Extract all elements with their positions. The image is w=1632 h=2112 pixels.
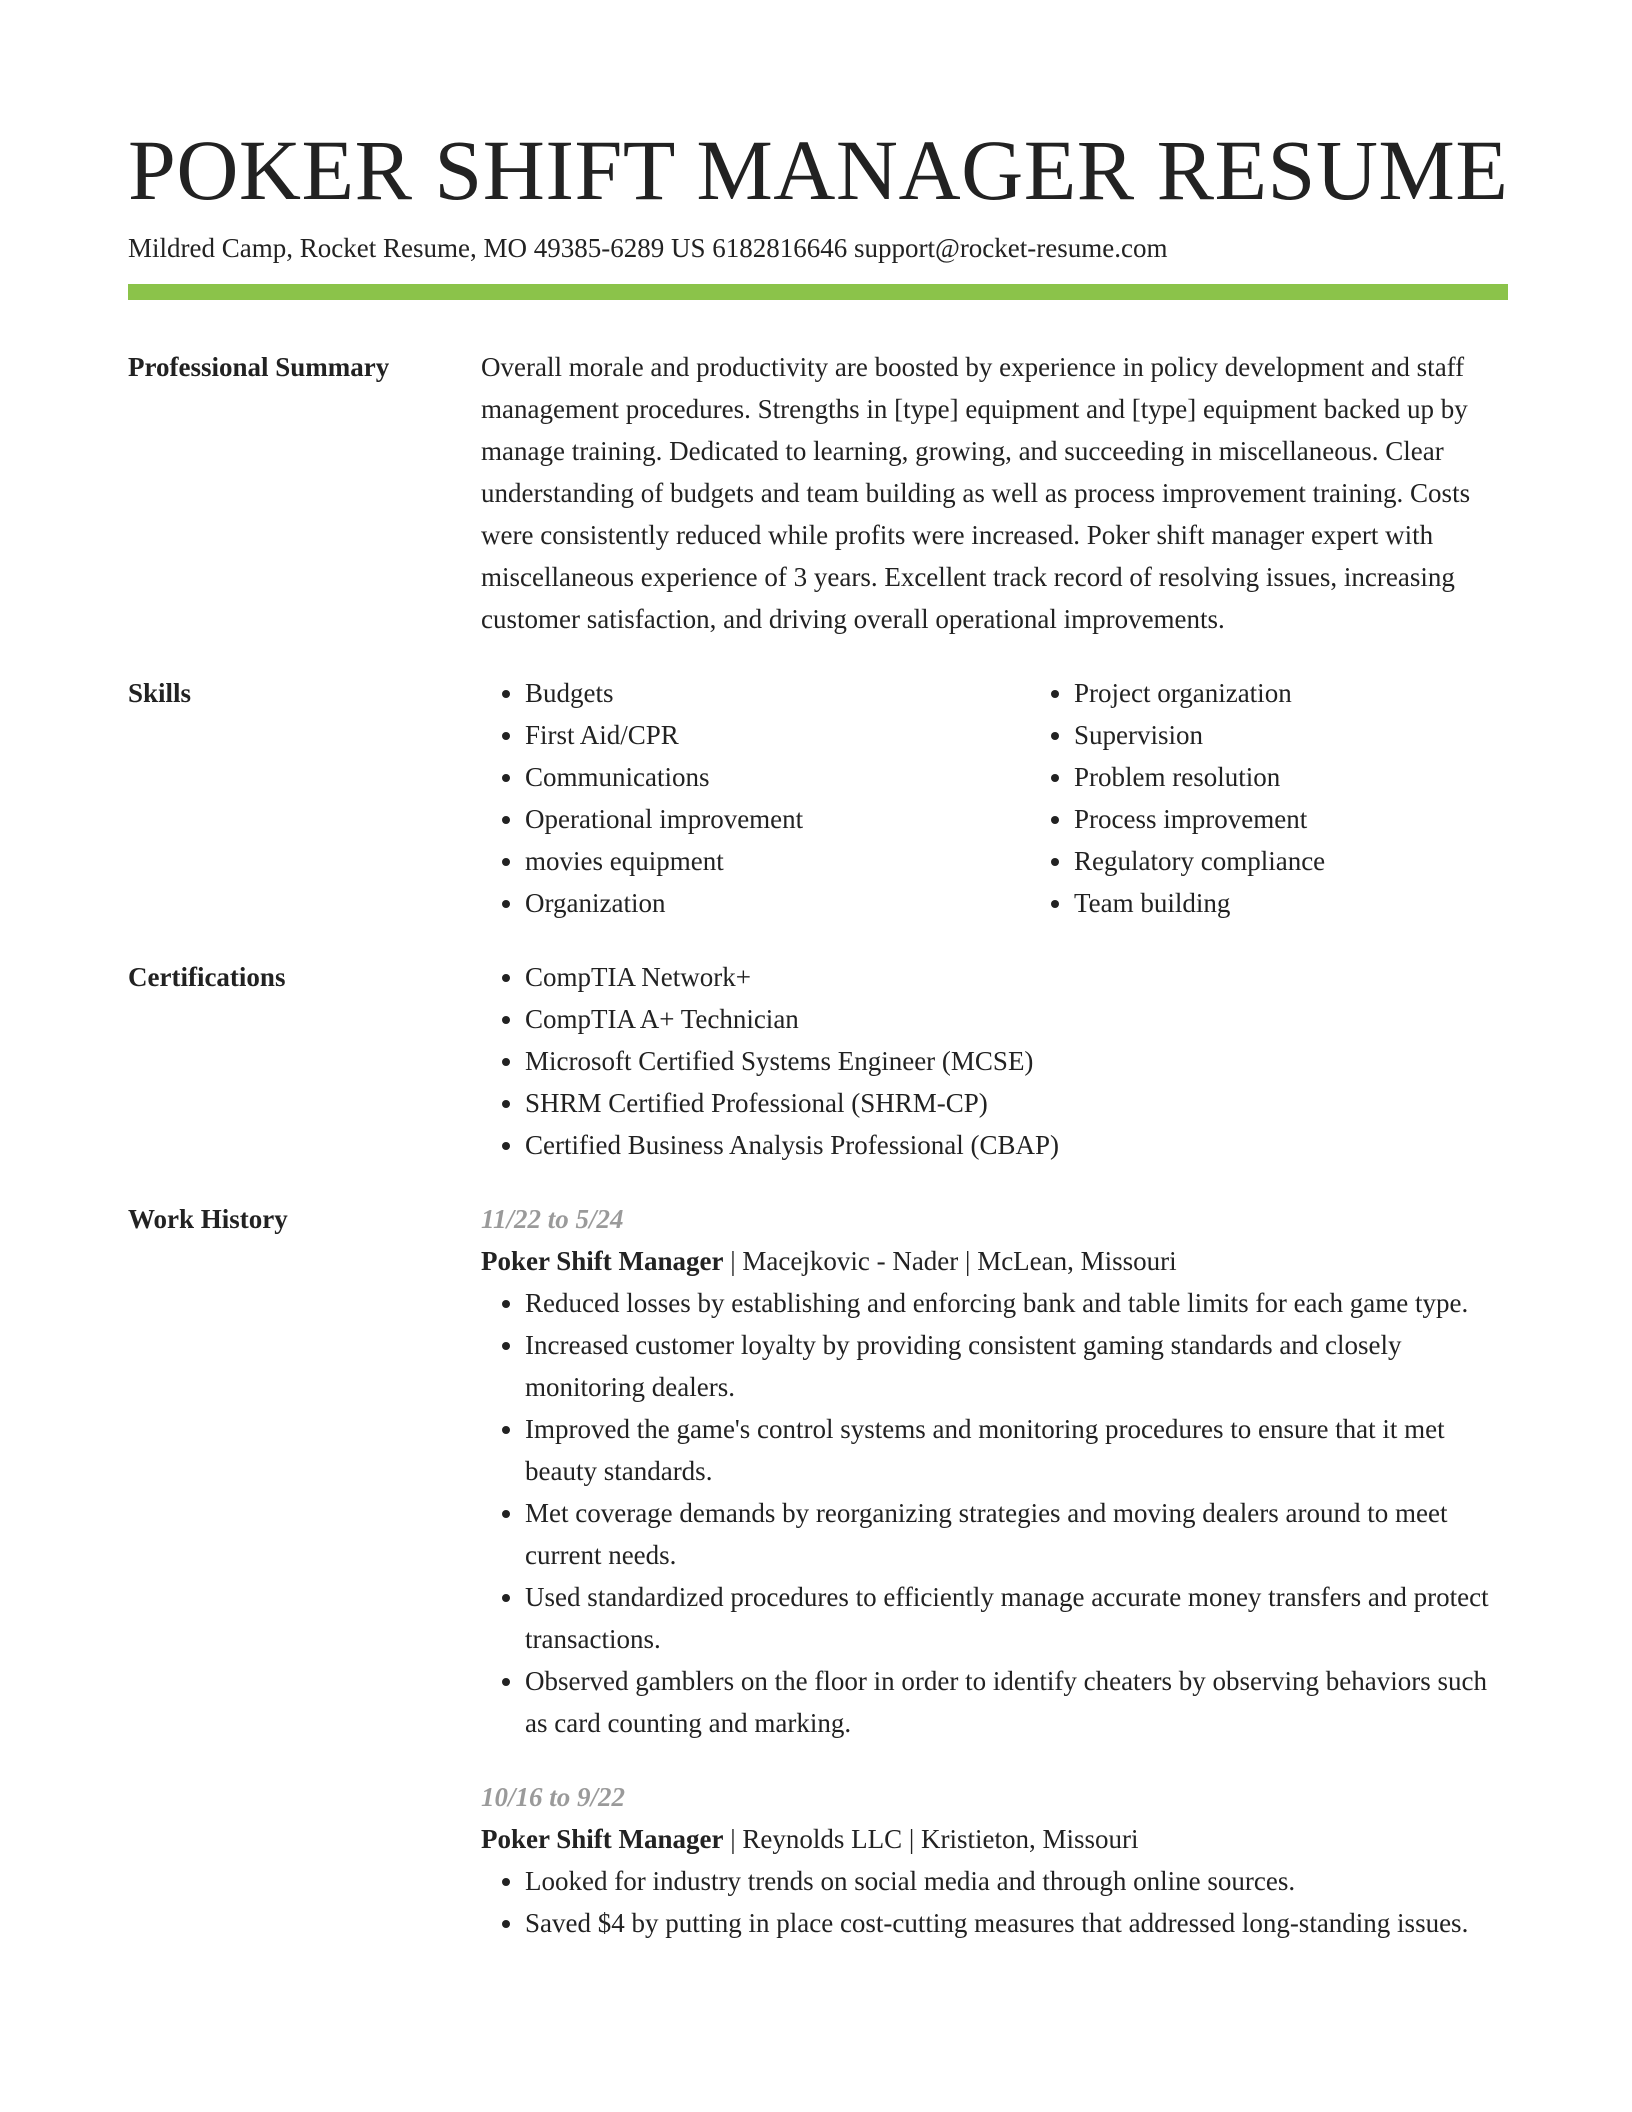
job-entry xyxy=(481,1776,1508,1944)
contact-line: Mildred Camp, Rocket Resume, MO 49385-6289 US 6182816646 support@rocket-resume.com xyxy=(128,233,1168,263)
work-history-section xyxy=(128,1198,1508,1976)
skill-item: • Team building xyxy=(1074,882,1579,924)
skill-item: • Regulatory compliance xyxy=(1074,840,1579,882)
job-title: Poker Shift Manager xyxy=(481,1246,724,1276)
job-bullet: • Observed gamblers on the floor in order to identify cheaters by observing behaviors such as card counting and marking. xyxy=(525,1660,1508,1744)
job-title: Poker Shift Manager xyxy=(481,1824,724,1854)
skill-item: • Operational improvement xyxy=(525,798,1030,840)
certifications-body xyxy=(481,956,1508,1166)
job-bullet: • Reduced losses by establishing and enforcing bank and table limits for each game type. xyxy=(525,1282,1508,1324)
section-label-skills: Skills xyxy=(128,678,192,708)
skill-item: • First Aid/CPR xyxy=(525,714,1030,756)
skill-item: • Supervision xyxy=(1074,714,1579,756)
job-bullet: • Looked for industry trends on social media and through online sources. xyxy=(525,1860,1508,1902)
job-bullet: • Increased customer loyalty by providing consistent gaming standards and closely monitoring dealers. xyxy=(525,1324,1508,1408)
skill-item: • Process improvement xyxy=(1074,798,1579,840)
certification-item: • CompTIA A+ Technician xyxy=(525,998,1508,1040)
skill-item: • Project organization xyxy=(1074,672,1579,714)
certifications-section xyxy=(128,956,1508,1166)
accent-divider xyxy=(128,284,1508,300)
certification-item: • Microsoft Certified Systems Engineer (MCSE) xyxy=(525,1040,1508,1082)
section-label-professional-summary: Professional Summary xyxy=(128,352,390,382)
section-label-certifications: Certifications xyxy=(128,962,286,992)
job-employer-location: | Macejkovic - Nader | McLean, Missouri xyxy=(723,1246,1177,1276)
job-bullet: • Met coverage demands by reorganizing strategies and moving dealers around to meet current needs. xyxy=(525,1492,1508,1576)
certifications-list xyxy=(481,956,1508,1166)
job-dates: 10/16 to 9/22 xyxy=(481,1782,626,1812)
skill-item: • Problem resolution xyxy=(1074,756,1579,798)
skill-item: • Budgets xyxy=(525,672,1030,714)
resume-title: POKER SHIFT MANAGER RESUME xyxy=(128,122,1509,218)
skill-item: • movies equipment xyxy=(525,840,1030,882)
job-heading xyxy=(481,1818,1508,1860)
job-bullet-list xyxy=(481,1282,1508,1744)
job-bullet: • Used standardized procedures to efficiently manage accurate money transfers and protect transactions. xyxy=(525,1576,1508,1660)
job-bullet: • Improved the game's control systems and monitoring procedures to ensure that it met beauty standards. xyxy=(525,1408,1508,1492)
summary-text: Overall morale and productivity are boosted by experience in policy development and staff management procedures. Strengths in [type] equipment and [type] equipment backed up by manage training. Dedicated to learning, growing, and succeeding in miscellaneous. Clear understanding of budgets and team building as well as process improvement training. Costs were consistently reduced while profits were increased. Poker shift manager expert with miscellaneous experience of 3 years. Excellent track record of resolving issues, increasing customer satisfaction, and driving overall operational improvements. xyxy=(481,352,1471,634)
resume-page xyxy=(128,120,1508,1976)
skills-list-right xyxy=(1030,672,1579,924)
skills-columns xyxy=(481,672,1579,924)
skills-list-left xyxy=(481,672,1030,924)
certification-item: • Certified Business Analysis Professional (CBAP) xyxy=(525,1124,1508,1166)
section-label-work-history: Work History xyxy=(128,1204,288,1234)
certification-item: • CompTIA Network+ xyxy=(525,956,1508,998)
skills-section xyxy=(128,672,1508,924)
professional-summary-section xyxy=(128,346,1508,640)
certification-item: • SHRM Certified Professional (SHRM-CP) xyxy=(525,1082,1508,1124)
job-heading xyxy=(481,1240,1508,1282)
job-bullet: • Saved $4 by putting in place cost-cutting measures that addressed long-standing issues. xyxy=(525,1902,1508,1944)
job-dates: 11/22 to 5/24 xyxy=(481,1204,624,1234)
job-entry xyxy=(481,1198,1508,1744)
skill-item: • Communications xyxy=(525,756,1030,798)
job-employer-location: | Reynolds LLC | Kristieton, Missouri xyxy=(723,1824,1139,1854)
job-bullet-list xyxy=(481,1860,1508,1944)
work-history-body xyxy=(481,1198,1508,1976)
skill-item: • Organization xyxy=(525,882,1030,924)
